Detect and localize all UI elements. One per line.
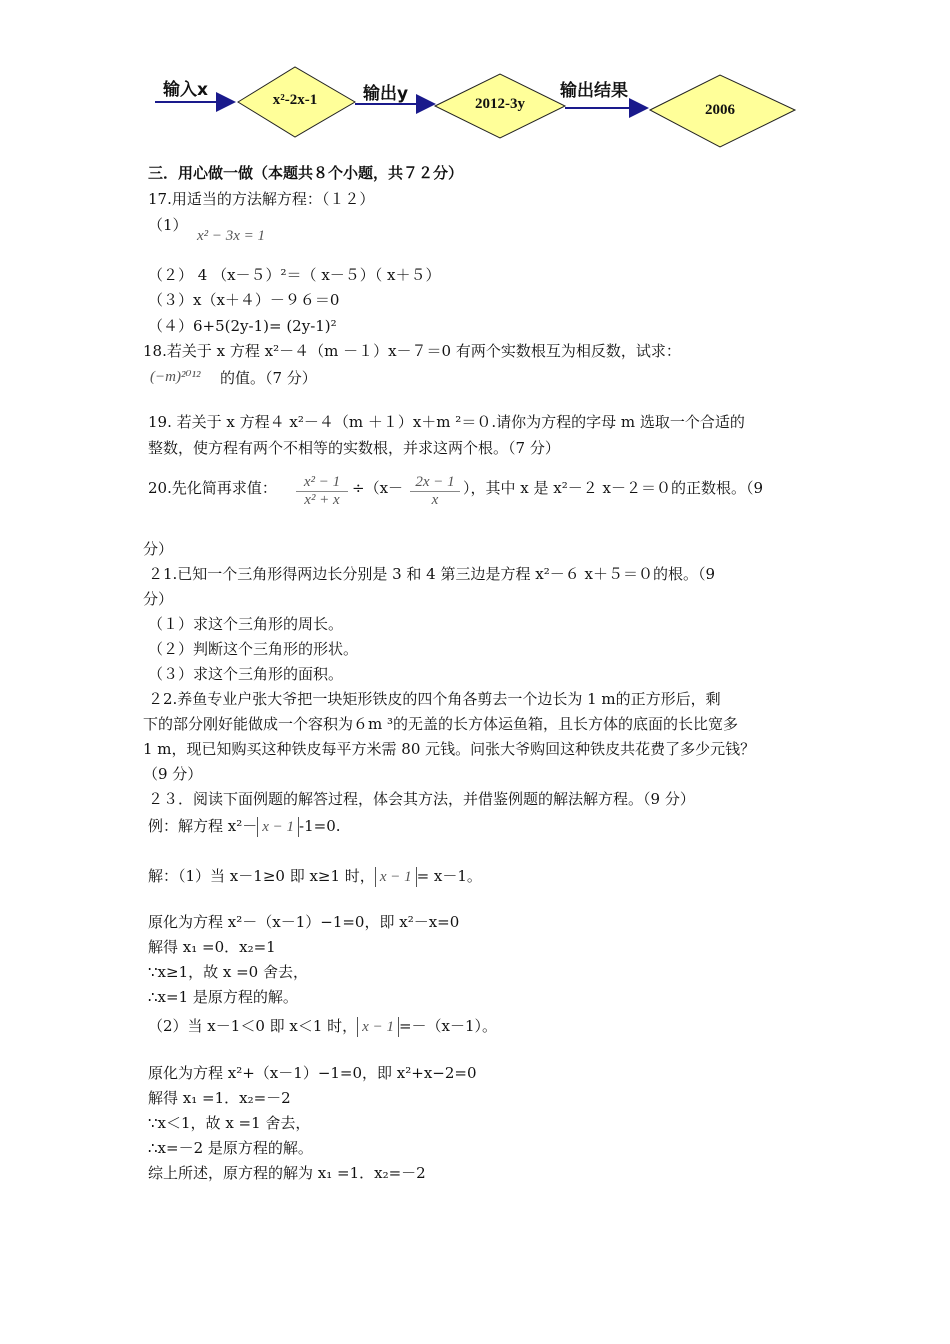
q23-title: ２３．阅读下面例题的解答过程，体会其方法，并借鉴例题的解法解方程。（9 分） <box>148 790 695 808</box>
diamond-1-text: x²-2x-1 <box>272 92 318 108</box>
q23-example-prefix: 例：解方程 x²－ <box>148 817 258 835</box>
q17-part4: （４）6+5(2y-1)= (2y-1)² <box>148 317 337 335</box>
q21-sub3: （３）求这个三角形的面积。 <box>148 665 344 683</box>
q17-title: 17.用适当的方法解方程：（１２） <box>148 190 375 208</box>
q20-prefix: 20.先化简再求值： <box>148 479 277 497</box>
q17-part3: （３）x（x＋４）－９６＝0 <box>148 291 340 309</box>
q23-example-abs: x − 1 <box>257 817 299 837</box>
q23-sol1-prefix: 解：（1）当 x－1≥0 即 x≥1 时， <box>148 867 375 885</box>
q23-sol1-abs: x − 1 <box>375 867 417 887</box>
q21-sub2: （２）判断这个三角形的形状。 <box>148 640 359 658</box>
q22-line2: 下的部分刚好能做成一个容积为６m ³的无盖的长方体运鱼箱，且长方体的底面的长比宽多 <box>143 715 739 733</box>
q23-example <box>148 815 341 837</box>
q23-sol2-abs: x − 1 <box>357 1017 399 1037</box>
q23-solution-case1 <box>148 865 482 887</box>
q23-case1-line4: ∴x=1 是原方程的解。 <box>148 988 298 1006</box>
q23-case1-line2: 解得 x₁ =0．x₂=1 <box>148 938 276 956</box>
q18-expression: (−m)²⁰¹² <box>150 369 201 385</box>
diamond-3-text: 2006 <box>705 102 735 118</box>
q23-sol1-suffix: = x－1。 <box>416 867 482 885</box>
q22-line4: （9 分） <box>143 765 203 783</box>
q23-case1-line3: ∵x≥1，故 x =0 舍去， <box>148 963 308 981</box>
q23-conclusion: 综上所述，原方程的解为 x₁ =1．x₂=－2 <box>148 1164 426 1182</box>
q23-case2-line1: 原化为方程 x²+（x－1）−1=0，即 x²+x−2=0 <box>148 1064 477 1082</box>
q20-frac1-denominator: x² + x <box>296 491 348 509</box>
q21-line1: ２1.已知一个三角形得两边长分别是 3 和 4 第三边是方程 x²－６ x＋５＝０的根。（9 <box>148 565 715 583</box>
q20-suffix: ），其中 x 是 x²－２ x－２＝０的正数根。（9 <box>463 479 764 497</box>
q20-frac2-numerator: 2x − 1 <box>415 474 455 490</box>
output-y-label: 输出y <box>363 84 409 104</box>
q20-fraction-1 <box>296 474 348 509</box>
diamond-2-text: 2012-3y <box>475 96 525 112</box>
result-label: 输出结果 <box>560 81 628 101</box>
q22-line3: 1 m，现已知购买这种铁皮每平方米需 80 元钱。问张大爷购回这种铁皮共花费了多少元钱？ <box>143 740 756 758</box>
q17-part2: （２） 4 （x－５）²＝（ x－５）（ x＋５） <box>148 266 441 284</box>
section-title: 三．用心做一做（本题共８个小题，共７２分） <box>148 164 464 182</box>
q21-sub1: （１）求这个三角形的周长。 <box>148 615 344 633</box>
q21-continuation: 分） <box>143 590 174 608</box>
q20-frac1-numerator: x² − 1 <box>303 474 341 490</box>
q17-part1-equation: x² − 3x = 1 <box>197 228 266 244</box>
q20-continuation: 分） <box>143 540 174 558</box>
q20-frac2-denominator: x <box>410 491 460 509</box>
q22-line1: ２2.养鱼专业户张大爷把一块矩形铁皮的四个角各剪去一个边长为 1 m的正方形后，剩 <box>148 690 721 708</box>
q23-solution-case2 <box>148 1015 497 1037</box>
q23-case2-line4: ∴x=－2 是原方程的解。 <box>148 1139 313 1157</box>
q23-sol2-prefix: （2）当 x－1＜0 即 x＜1 时， <box>148 1017 358 1035</box>
q17-part1-label: （1） <box>148 216 188 234</box>
q23-case2-line3: ∵x＜1，故 x =1 舍去， <box>148 1114 311 1132</box>
q20-fraction-2 <box>410 474 460 509</box>
q20-operator: ÷（x－ <box>352 479 404 497</box>
q23-sol2-suffix: =－（x－1）。 <box>398 1017 498 1035</box>
input-x-label: 输入x <box>163 80 208 100</box>
q23-example-suffix: -1=0. <box>299 817 341 835</box>
q19-line1: 19. 若关于 x 方程４ x²－４（m ＋１）x＋m ²＝０.请你为方程的字母 m 选取一个合适的 <box>148 413 745 431</box>
q23-case2-line2: 解得 x₁ =1．x₂=－2 <box>148 1089 291 1107</box>
q18-line1: 18.若关于 x 方程 x²－４（m －１）x－７＝0 有两个实数根互为相反数，试求： <box>143 342 681 360</box>
q23-case1-line1: 原化为方程 x²－（x－1）−1=0，即 x²－x=0 <box>148 913 460 931</box>
q18-line2: 的值。（7 分） <box>220 369 317 387</box>
flowchart <box>150 62 810 162</box>
q19-line2: 整数，使方程有两个不相等的实数根，并求这两个根。（7 分） <box>148 439 560 457</box>
